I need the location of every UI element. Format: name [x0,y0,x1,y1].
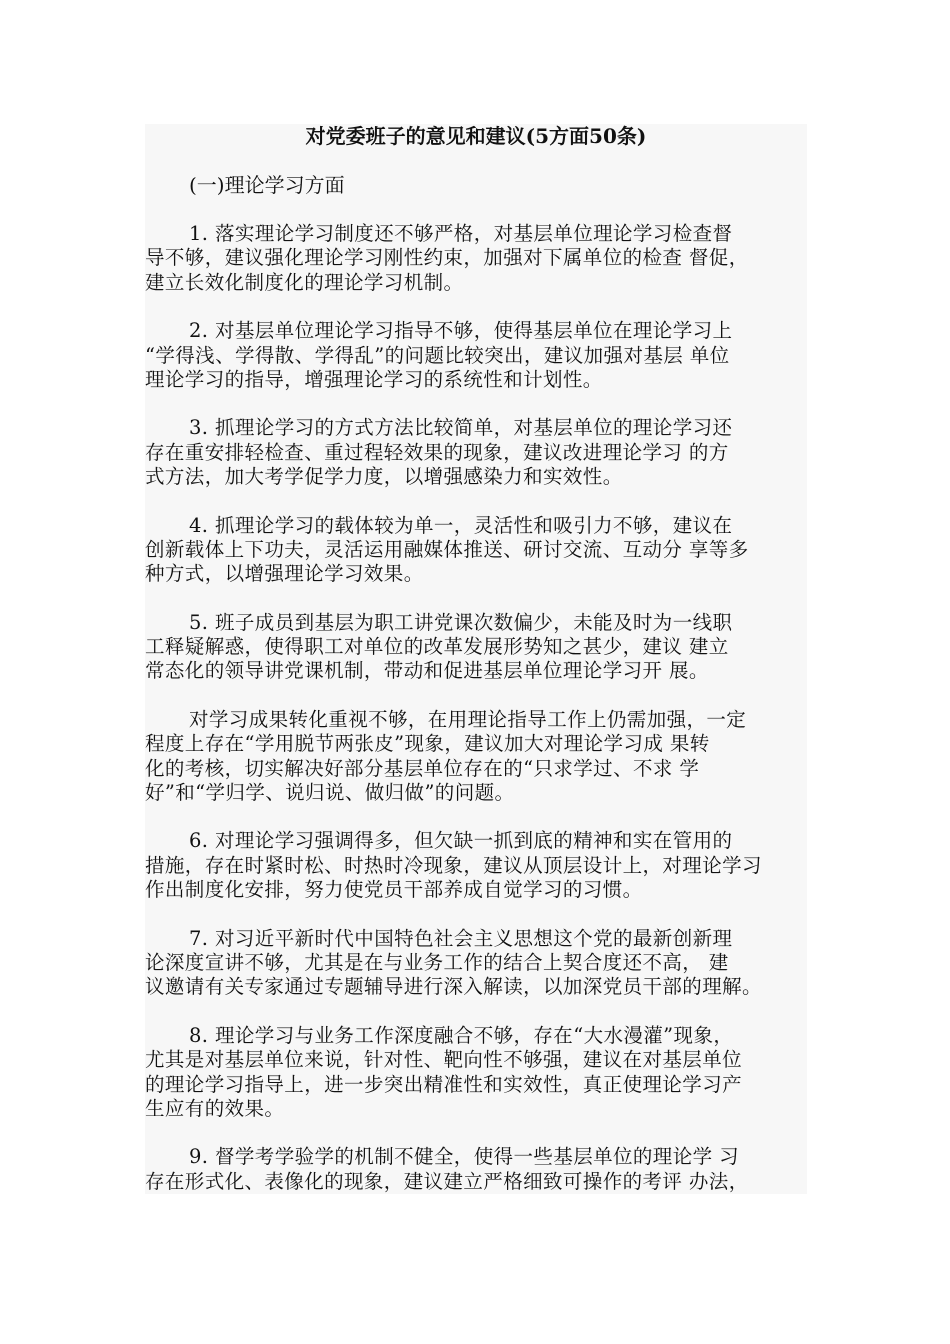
paragraph [145,927,807,1000]
paragraph-line: 存在重安排轻检查、重过程轻效果的现象，建议改进理论学习 的方 [145,440,729,464]
paragraph-line: 理论学习的指导，增强理论学习的系统性和计划性。 [145,367,603,391]
paragraph-line: 8. 理论学习与业务工作深度融合不够，存在“大水漫灌”现象， [189,1023,734,1047]
paragraph-line: 6. 对理论学习强调得多，但欠缺一抓到底的精神和实在管用的 [189,829,733,853]
paragraph-line: 尤其是对基层单位来说，针对性、靶向性不够强，建议在对基层单位 [145,1048,743,1072]
paragraph-line: 程度上存在“学用脱节两张皮”现象，建议加大对理论学习成 果转 [145,732,710,756]
paragraph-line: 的理论学习指导上，进一步突出精准性和实效性，真正使理论学习产 [145,1072,743,1096]
paragraph-line: 1. 落实理论学习制度还不够严格，对基层单位理论学习检查督 [189,222,733,245]
paragraph-line: 导不够，建议强化理论学习刚性约束，加强对下属单位的检查 督促， [145,246,749,270]
paragraph-line: 措施，存在时紧时松、时热时冷现象，建议从顶层设计上，对理论学习 [145,853,762,877]
paragraph [145,222,807,295]
paragraph-line: 建立长效化制度化的理论学习机制。 [145,270,464,294]
paragraph-line: 种方式，以增强理论学习效果。 [145,562,424,586]
document-body [145,124,807,1194]
paragraph-line: 化的考核，切实解决好部分基层单位存在的“只求学过、不求 学 [145,756,700,780]
paragraph-line: 9. 督学考学验学的机制不健全，使得一些基层单位的理论学 习 [189,1145,740,1169]
paragraph-line: 工释疑解惑，使得职工对单位的改革发展形势知之甚少，建议 建立 [145,635,729,659]
paragraph [145,416,807,489]
paragraph-line: 常态化的领导讲党课机制，带动和促进基层单位理论学习开 展。 [145,659,709,683]
paragraph-line: 5. 班子成员到基层为职工讲党课次数偏少，未能及时为一线职 [189,610,733,634]
paragraph-line: 4. 抓理论学习的载体较为单一，灵活性和吸引力不够，建议在 [189,513,733,537]
paragraph [145,611,807,684]
paragraph [145,514,807,587]
paragraph [145,1145,807,1194]
section-heading: (一)理论学习方面 [189,173,345,197]
paragraph-line: 3. 抓理论学习的方式方法比较简单，对基层单位的理论学习还 [189,416,733,440]
paragraph-line: 议邀请有关专家通过专题辅导进行深入解读，以加深党员干部的理解。 [145,975,762,999]
paragraph-line: “学得浅、学得散、学得乱”的问题比较突出，建议加强对基层 单位 [145,343,730,367]
paragraph-line: 存在形式化、表像化的现象，建议建立严格细致可操作的考评 办法， [145,1169,749,1193]
paragraph-line: 好”和“学归学、说归说、做归做”的问题。 [145,781,515,805]
paragraph-line: 作出制度化安排，努力使党员干部养成自觉学习的习惯。 [145,878,643,902]
paragraph-line: 7. 对习近平新时代中国特色社会主义思想这个党的最新创新理 [189,926,733,950]
paragraph [145,708,807,806]
paragraph-line: 生应有的效果。 [145,1096,285,1120]
document-title: 对党委班子的意见和建议(5方面50条) [305,124,647,148]
paragraph-line: 对学习成果转化重视不够，在用理论指导工作上仍需加强，一定 [189,707,747,731]
paragraph-line: 式方法，加大考学促学力度，以增强感染力和实效性。 [145,465,623,489]
paragraph [145,1024,807,1122]
paragraph-line: 创新载体上下功夫，灵活运用融媒体推送、研讨交流、互动分 享等多 [145,537,749,561]
paragraph-line: 论深度宣讲不够，尤其是在与业务工作的结合上契合度还不高， 建 [145,950,729,974]
paragraph [145,829,807,902]
paragraph-line: 2. 对基层单位理论学习指导不够，使得基层单位在理论学习上 [189,319,733,343]
paragraph [145,319,807,392]
